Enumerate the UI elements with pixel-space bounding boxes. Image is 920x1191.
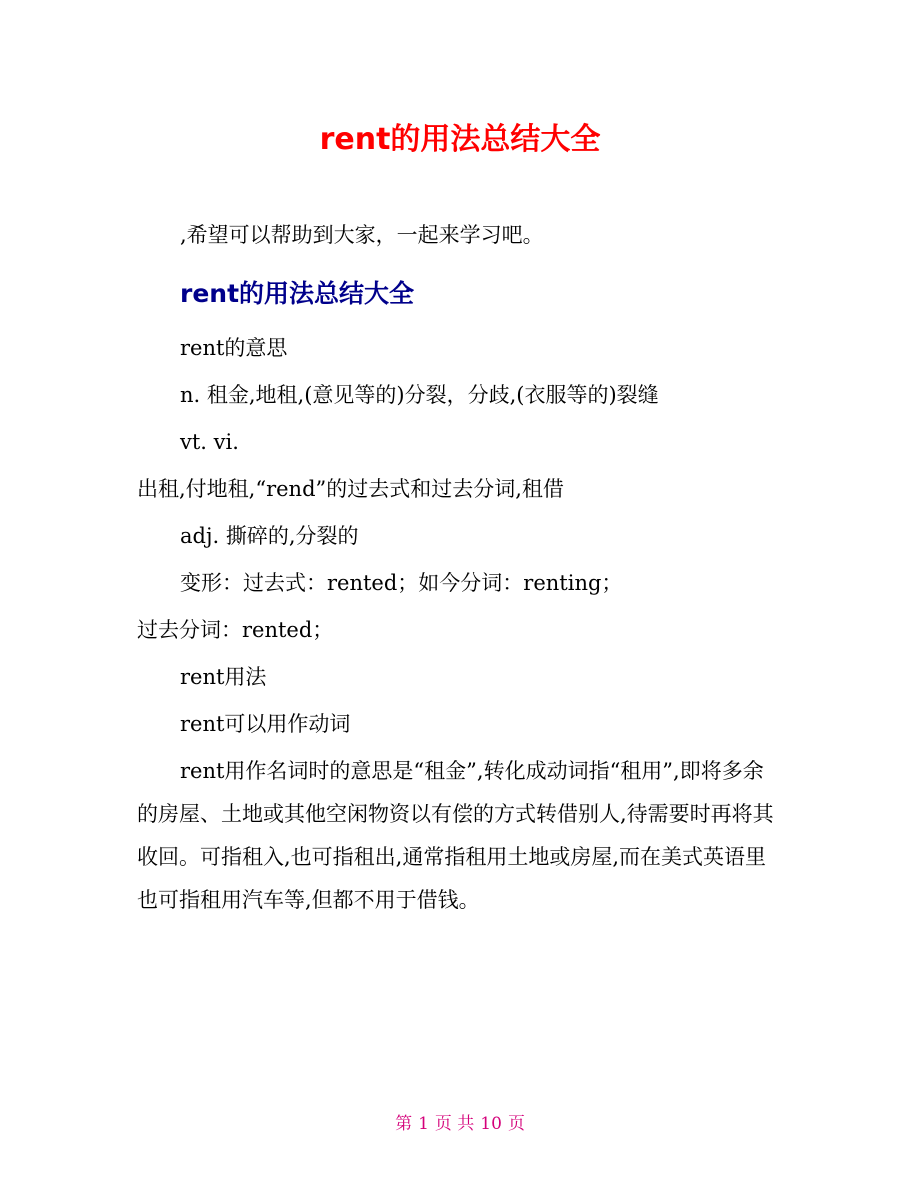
footer-current-page: 1 (418, 1114, 429, 1134)
line-verb-definition: 出租,付地租,“rend”的过去式和过去分词,租借 (137, 477, 564, 501)
line-usage-verb: rent可以用作动词 (180, 712, 351, 736)
document-body (137, 212, 797, 922)
usage-paragraph: rent用作名词时的意思是“租金”,转化成动词指“租用”,即将多余的房屋、土地或其他空闲物资以有偿的方式转借别人,待需要时再将其收回。可指租入,也可指租出,通常指租用土地或房屋,而在美式英语里也可指租用汽车等,但都不用于借钱。 (137, 759, 774, 912)
line-adj-definition: adj. 撕碎的,分裂的 (180, 524, 359, 548)
page-title: rent的用法总结大全 (319, 122, 601, 157)
line-noun-definition: n. 租金,地租,(意见等的)分裂，分歧,(衣服等的)裂缝 (180, 383, 659, 407)
page-footer (0, 1111, 920, 1137)
line-forms: 变形：过去式：rented；如今分词：renting； (180, 571, 623, 595)
footer-prefix: 第 (395, 1114, 413, 1134)
footer-total-pages: 10 (480, 1114, 502, 1134)
section-heading: rent的用法总结大全 (180, 279, 415, 308)
line-verb-label: vt. vi. (180, 430, 239, 454)
footer-suffix: 页 (507, 1114, 525, 1134)
line-usage-heading: rent用法 (180, 665, 267, 689)
line-past-participle: 过去分词：rented； (137, 618, 334, 642)
intro-text: ,希望可以帮助到大家，一起来学习吧。 (180, 223, 544, 247)
footer-middle: 页 共 (434, 1114, 475, 1134)
line-meaning-heading: rent的意思 (180, 336, 288, 360)
